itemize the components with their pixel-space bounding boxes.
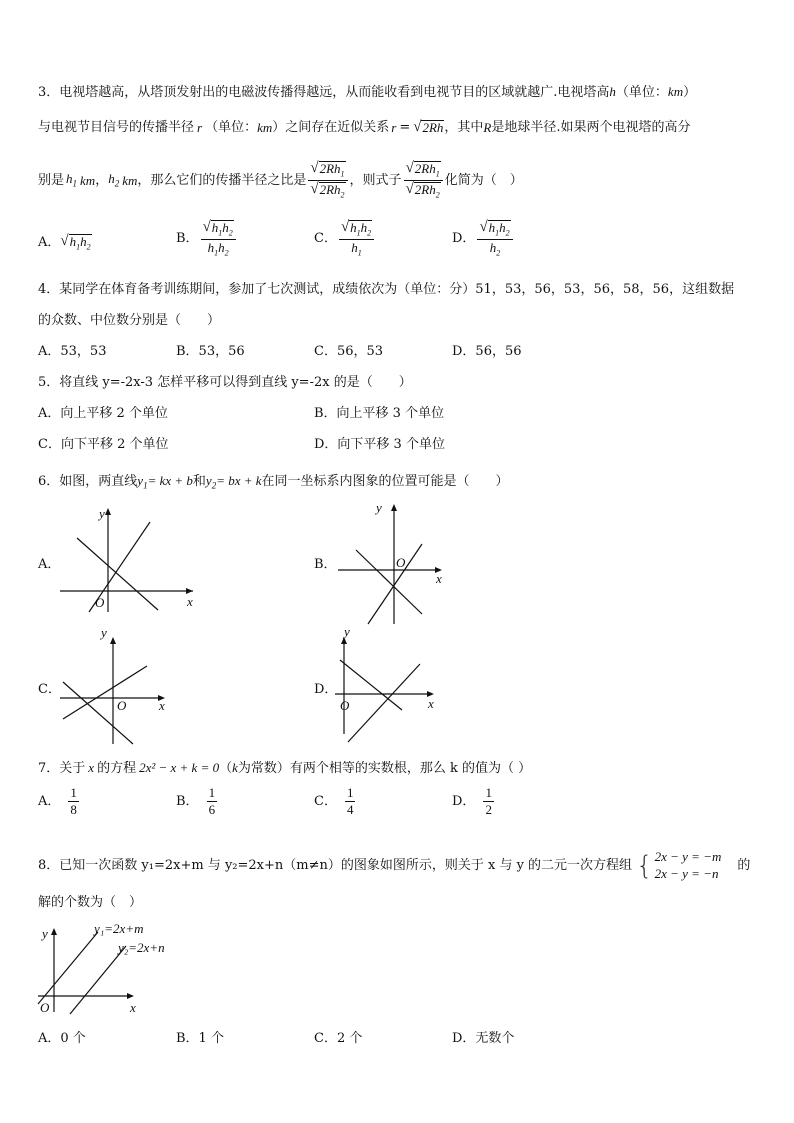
q3-line2-e: 是地球半径.如果两个电视塔的高分: [491, 119, 691, 135]
q8-option-d[interactable]: D．无数个: [452, 1031, 515, 1046]
q3-expression-fraction: √ $2Rh_1$ √ $2Rh_2$: [404, 161, 443, 200]
q8-stem-line1: [38, 849, 750, 883]
q7-option-c[interactable]: [314, 786, 357, 816]
q8-line-y1: [38, 932, 98, 1004]
q7-option-b-fraction: $\frac{1}{6}$: [208, 785, 216, 817]
q8-label-y2: y₂=2x+n: [118, 940, 165, 955]
graph-c-y-arrow: [110, 637, 116, 644]
q3-unit-prefix: （单位：: [615, 85, 668, 100]
q3-option-b[interactable]: [176, 220, 238, 258]
q6-graph-d: [330, 624, 455, 749]
q3-var-r: r: [197, 119, 203, 135]
q7-var-x: x: [88, 760, 95, 775]
q8-stem-line2: 解的个数为（ ）: [38, 895, 143, 910]
q3-line3-c: ，则式子: [349, 172, 402, 188]
q3-line2-km: km: [257, 119, 273, 135]
q3-line3: [38, 158, 523, 202]
q7-option-c-fraction: $\frac{1}{4}$: [346, 785, 354, 817]
graph-a-x-label: x: [187, 594, 193, 609]
graph-a-y-arrow: [105, 508, 111, 515]
graph-d-origin: O: [340, 698, 350, 713]
q3-ratio-fraction: √ $2Rh_1$ √ $2Rh_2$: [308, 161, 347, 200]
q8-stem-b: 的: [737, 858, 751, 874]
q3-line1: [38, 85, 696, 99]
q6-graph-a: [55, 500, 200, 620]
q7-stem-c: （: [219, 761, 233, 776]
q5-option-b[interactable]: B．向上平移 3 个单位: [314, 406, 445, 421]
q3-line2-c: ）之间存在近似关系: [272, 119, 390, 135]
q8-x-label: x: [130, 1000, 136, 1015]
graph-b-x-label: x: [436, 571, 442, 586]
q3-option-c-fraction: √ $h_1h_2$ $h_1$: [339, 220, 374, 258]
q7-option-a[interactable]: [38, 786, 81, 816]
graph-c-y-label: y: [101, 625, 107, 640]
q3-km2: km: [122, 172, 138, 188]
q6-stem-mid: 和: [192, 474, 206, 489]
q3-unit-suffix: ）: [683, 85, 697, 100]
graph-d-x-label: x: [428, 696, 434, 711]
q6-expr1: = kx + b: [147, 473, 193, 488]
q8-option-c[interactable]: C．2 个: [314, 1031, 363, 1046]
q8-graph: [34, 918, 214, 1018]
q4-stem-line1: 4．某同学在体育备考训练期间，参加了七次测试，成绩依次为（单位：分）51，53，56，53，56，58，56，这组数据: [38, 282, 735, 297]
q5-option-a[interactable]: A．向上平移 2 个单位: [38, 406, 168, 421]
q3-line2-d: ，其中: [444, 119, 484, 135]
q3-line1-text: 3．电视塔越高，从塔顶发射出的电磁波传播得越远，从而能收看到电视节目的区域就越广.电视塔高: [38, 85, 610, 100]
q3-option-a-label: A．: [38, 235, 61, 251]
q3-line2: [38, 120, 691, 135]
q7-stem: [38, 761, 531, 775]
q5-option-c[interactable]: C．向下平移 2 个单位: [38, 437, 169, 452]
q7-stem-a: 7．关于: [38, 761, 86, 776]
q5-option-d[interactable]: D．向下平移 3 个单位: [314, 437, 445, 452]
q3-line3-b: ，那么它们的传播半径之比是: [137, 172, 307, 188]
q3-var-R: R: [483, 119, 492, 135]
q6-stem-b: 在同一坐标系内图象的位置可能是（ ）: [261, 474, 509, 489]
q3-option-b-fraction: √ $h_1h_2$ $h_1h_2$: [201, 220, 236, 258]
q5-stem: 5．将直线 y=-2x-3 怎样平移可以得到直线 y=-2x 的是（ ）: [38, 375, 412, 390]
q7-option-d-fraction: $\frac{1}{2}$: [485, 785, 492, 817]
q3-line3-a: 别是: [38, 172, 65, 188]
q3-var-h: h: [609, 84, 616, 99]
q8-x-arrow: [127, 993, 134, 999]
q3-formula-lhs: r: [391, 119, 397, 135]
q4-option-d[interactable]: D．56，56: [452, 344, 522, 359]
q8-equation-2: 2x − y = −n: [654, 865, 719, 881]
q6-stem: [38, 474, 509, 491]
graph-a-origin: O: [95, 595, 105, 610]
q3-formula-eq: =: [399, 119, 411, 135]
q6-y2: $y_2$: [205, 473, 217, 491]
q3-h1: $h_1$: [66, 170, 78, 189]
q7-stem-b: 的方程: [97, 761, 137, 776]
q3-line2-b: （单位：: [205, 119, 258, 135]
q3-unit-km: km: [667, 84, 684, 99]
q4-option-c[interactable]: C．56，53: [314, 344, 384, 359]
graph-b-y-label: y: [376, 500, 382, 515]
graph-b-line-1: [368, 544, 422, 624]
graph-c-x-label: x: [159, 698, 165, 713]
q8-y-arrow: [51, 928, 57, 935]
q6-graph-c: [55, 624, 180, 749]
q7-option-a-fraction: $\frac{1}{8}$: [70, 785, 77, 817]
q7-option-a-label: A．: [38, 793, 61, 809]
graph-a-line-2: [77, 538, 158, 610]
q8-option-a[interactable]: A．0 个: [38, 1031, 86, 1046]
q7-var-k: k: [232, 760, 238, 775]
q6-option-a-label[interactable]: A．: [38, 557, 61, 572]
q6-option-c-label[interactable]: C．: [38, 682, 61, 697]
q3-option-d-label: D．: [452, 231, 476, 247]
q6-expr2: = bx + k: [216, 473, 262, 488]
q8-equation-1: 2x − y = −m: [654, 849, 722, 864]
q8-system-brace: {: [636, 850, 653, 881]
q7-option-d[interactable]: [452, 786, 496, 816]
q7-option-d-label: D．: [452, 793, 476, 809]
q6-y1: $y_1$: [137, 473, 148, 491]
graph-c-origin: O: [117, 698, 127, 713]
q7-option-c-label: C．: [314, 793, 337, 809]
q3-option-a-sqrt: √ $h_1h_2$: [60, 233, 91, 252]
q4-option-a[interactable]: A．53，53: [38, 344, 107, 359]
q8-y-label: y: [42, 926, 48, 941]
graph-a-y-label: y: [99, 506, 105, 521]
q3-option-c-label: C．: [314, 231, 337, 247]
q3-option-d-fraction: √ $h_1h_2$ $h_2$: [477, 220, 512, 258]
q3-line3-comma: ，: [95, 172, 109, 188]
q3-km1: km: [80, 172, 96, 188]
graph-d-y-label: y: [344, 624, 350, 639]
q3-option-d[interactable]: [452, 220, 515, 258]
q3-formula-radicand: 2Rh: [422, 120, 444, 135]
q3-option-c[interactable]: [314, 220, 376, 258]
q3-option-b-label: B．: [176, 231, 199, 247]
q4-stem-line2: 的众数、中位数分别是（ ）: [38, 313, 221, 328]
q8-origin: O: [40, 1000, 50, 1015]
q3-line3-d: 化简为（ ）: [444, 172, 523, 188]
q8-label-y1: y₁=2x+m: [94, 921, 144, 936]
q6-option-b-label[interactable]: B．: [314, 557, 337, 572]
q7-equation: 2x² − x + k = 0: [139, 760, 220, 775]
q6-stem-a: 6．如图，两直线: [38, 474, 138, 489]
q3-formula-sqrt: √ 2Rh: [413, 119, 444, 135]
q7-stem-d: 为常数）有两个相等的实数根，那么 k 的值为（ ）: [237, 761, 532, 776]
q7-option-b-label: B．: [176, 793, 199, 809]
graph-b-origin: O: [396, 555, 406, 570]
q3-line2-a: 与电视节目信号的传播半径: [38, 119, 195, 135]
q6-option-d-label[interactable]: D．: [314, 682, 338, 697]
q6-graph-b: [330, 496, 455, 631]
q3-h2: $h_2$: [108, 170, 120, 189]
q4-option-b[interactable]: B．53，56: [176, 344, 245, 359]
q8-option-b[interactable]: B．1 个: [176, 1031, 224, 1046]
graph-b-y-arrow: [391, 504, 397, 511]
q8-system: [655, 849, 722, 883]
q3-option-a[interactable]: [38, 234, 92, 252]
q7-option-b[interactable]: [176, 786, 219, 816]
q8-stem-a: 8．已知一次函数 y₁=2x+m 与 y₂=2x+n（m≠n）的图象如图所示，则关于 x 与 y 的二元一次方程组: [38, 858, 633, 874]
